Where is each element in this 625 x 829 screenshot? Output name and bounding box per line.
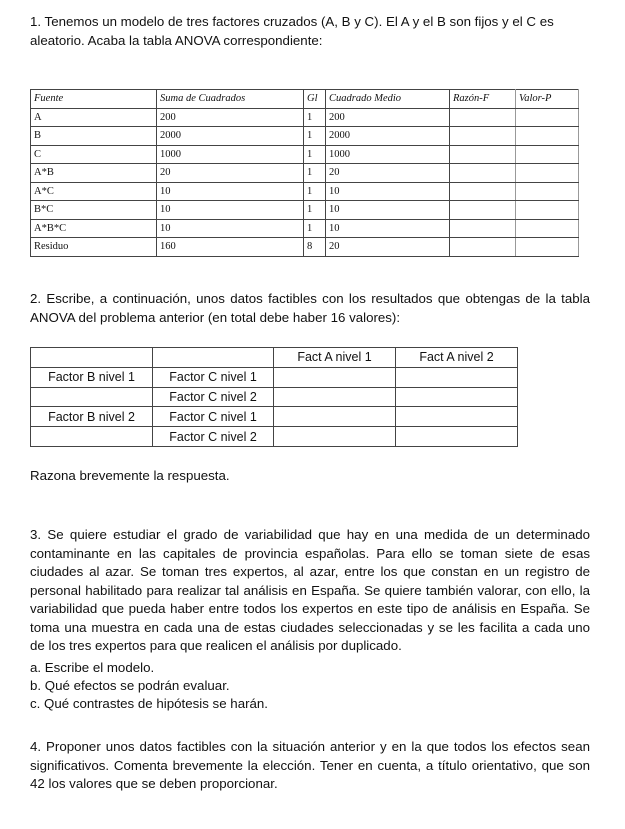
cell-fuente: A	[31, 108, 157, 127]
question-2-reason-text: Razona brevemente la respuesta.	[30, 468, 230, 483]
value-cell[interactable]	[396, 407, 518, 427]
cell-cuadrado-medio: 1000	[326, 145, 450, 164]
cell-razon-f[interactable]	[450, 238, 516, 257]
data-table	[30, 347, 518, 447]
data-header-cell: Fact A nivel 1	[274, 348, 396, 368]
cell-gl: 1	[304, 201, 326, 220]
header-gl: Gl	[304, 90, 326, 109]
cell-suma-cuadrados: 20	[157, 164, 304, 183]
cell-gl: 1	[304, 108, 326, 127]
cell-suma-cuadrados: 160	[157, 238, 304, 257]
cell-cuadrado-medio: 2000	[326, 127, 450, 146]
anova-table	[30, 89, 579, 257]
cell-fuente: Residuo	[31, 238, 157, 257]
anova-row	[31, 127, 579, 146]
anova-row	[31, 164, 579, 183]
cell-razon-f[interactable]	[450, 201, 516, 220]
level-label-cell	[31, 427, 153, 447]
data-header-cell: Fact A nivel 2	[396, 348, 518, 368]
cell-suma-cuadrados: 10	[157, 182, 304, 201]
level-label-cell: Factor B nivel 1	[31, 367, 153, 387]
cell-razon-f[interactable]	[450, 108, 516, 127]
cell-valor-p[interactable]	[516, 219, 579, 238]
level-label-cell: Factor C nivel 2	[153, 387, 274, 407]
cell-fuente: A*B*C	[31, 219, 157, 238]
level-label-cell: Factor C nivel 1	[153, 407, 274, 427]
cell-gl: 1	[304, 182, 326, 201]
header-fuente: Fuente	[31, 90, 157, 109]
cell-cuadrado-medio: 20	[326, 238, 450, 257]
cell-cuadrado-medio: 10	[326, 182, 450, 201]
header-suma-cuadrados: Suma de Cuadrados	[157, 90, 304, 109]
cell-gl: 1	[304, 127, 326, 146]
value-cell[interactable]	[396, 427, 518, 447]
cell-fuente: B*C	[31, 201, 157, 220]
cell-valor-p[interactable]	[516, 127, 579, 146]
cell-cuadrado-medio: 200	[326, 108, 450, 127]
cell-gl: 1	[304, 145, 326, 164]
question-1-text: 1. Tenemos un modelo de tres factores cruzados (A, B y C). El A y el B son fijos y el C es aleatorio. Acaba la tabla ANOVA correspondiente:	[30, 14, 554, 48]
anova-header-row	[31, 90, 579, 109]
cell-fuente: B	[31, 127, 157, 146]
cell-razon-f[interactable]	[450, 127, 516, 146]
cell-valor-p[interactable]	[516, 108, 579, 127]
anova-row	[31, 182, 579, 201]
question-3-text: 3. Se quiere estudiar el grado de variabilidad que hay en una medida de un determinado contaminante en las capitales de provincia españolas. Para ello se toman siete de esas ciudades al azar. Se toman tres expertos, al azar, entre los que constan en un registro de personal habilitado para realizar tal análisis en España. Se quiere también valorar, con ello, la variabilidad que pueda haber entre todos los expertos en este tipo de análisis en España. Se toma una muestra en cada una de estas ciudades seleccionadas y se les facilita a cada uno de los tres expertos para que realicen el análisis por duplicado.	[30, 527, 590, 653]
data-table-row	[31, 427, 518, 447]
level-label-cell: Factor C nivel 1	[153, 367, 274, 387]
anova-row	[31, 238, 579, 257]
cell-suma-cuadrados: 10	[157, 219, 304, 238]
anova-row	[31, 201, 579, 220]
cell-razon-f[interactable]	[450, 164, 516, 183]
value-cell[interactable]	[396, 367, 518, 387]
level-label-cell: Factor C nivel 2	[153, 427, 274, 447]
cell-cuadrado-medio: 10	[326, 219, 450, 238]
header-valor-p: Valor-P	[516, 90, 579, 109]
cell-suma-cuadrados: 200	[157, 108, 304, 127]
cell-cuadrado-medio: 20	[326, 164, 450, 183]
value-cell[interactable]	[396, 387, 518, 407]
cell-fuente: A*B	[31, 164, 157, 183]
cell-razon-f[interactable]	[450, 145, 516, 164]
anova-row	[31, 108, 579, 127]
header-cuadrado-medio: Cuadrado Medio	[326, 90, 450, 109]
anova-row	[31, 145, 579, 164]
question-3-item-b: b. Qué efectos se podrán evaluar.	[30, 678, 230, 693]
header-razon-f: Razón-F	[450, 90, 516, 109]
cell-valor-p[interactable]	[516, 238, 579, 257]
cell-suma-cuadrados: 1000	[157, 145, 304, 164]
cell-suma-cuadrados: 10	[157, 201, 304, 220]
data-header-cell	[153, 348, 274, 368]
cell-cuadrado-medio: 10	[326, 201, 450, 220]
cell-valor-p[interactable]	[516, 201, 579, 220]
data-table-row	[31, 387, 518, 407]
cell-razon-f[interactable]	[450, 182, 516, 201]
cell-gl: 8	[304, 238, 326, 257]
cell-gl: 1	[304, 164, 326, 183]
cell-razon-f[interactable]	[450, 219, 516, 238]
cell-valor-p[interactable]	[516, 145, 579, 164]
data-table-row	[31, 367, 518, 387]
data-table-row	[31, 407, 518, 427]
cell-fuente: A*C	[31, 182, 157, 201]
level-label-cell: Factor B nivel 2	[31, 407, 153, 427]
data-header-cell	[31, 348, 153, 368]
value-cell[interactable]	[274, 427, 396, 447]
question-3-item-a: a. Escribe el modelo.	[30, 660, 155, 675]
anova-row	[31, 219, 579, 238]
cell-gl: 1	[304, 219, 326, 238]
question-2-text: 2. Escribe, a continuación, unos datos factibles con los resultados que obtengas de la tabla ANOVA del problema anterior (en total debe haber 16 valores):	[30, 291, 590, 325]
value-cell[interactable]	[274, 407, 396, 427]
data-table-header-row	[31, 348, 518, 368]
cell-fuente: C	[31, 145, 157, 164]
cell-valor-p[interactable]	[516, 182, 579, 201]
value-cell[interactable]	[274, 367, 396, 387]
level-label-cell	[31, 387, 153, 407]
cell-suma-cuadrados: 2000	[157, 127, 304, 146]
value-cell[interactable]	[274, 387, 396, 407]
cell-valor-p[interactable]	[516, 164, 579, 183]
question-3-item-c: c. Qué contrastes de hipótesis se harán.	[30, 696, 269, 711]
question-4-text: 4. Proponer unos datos factibles con la situación anterior y en la que todos los efectos sean significativos. Comenta brevemente la elección. Tener en cuenta, a título orientativo, que son 42 los valores que se deben proporcionar.	[30, 739, 590, 791]
